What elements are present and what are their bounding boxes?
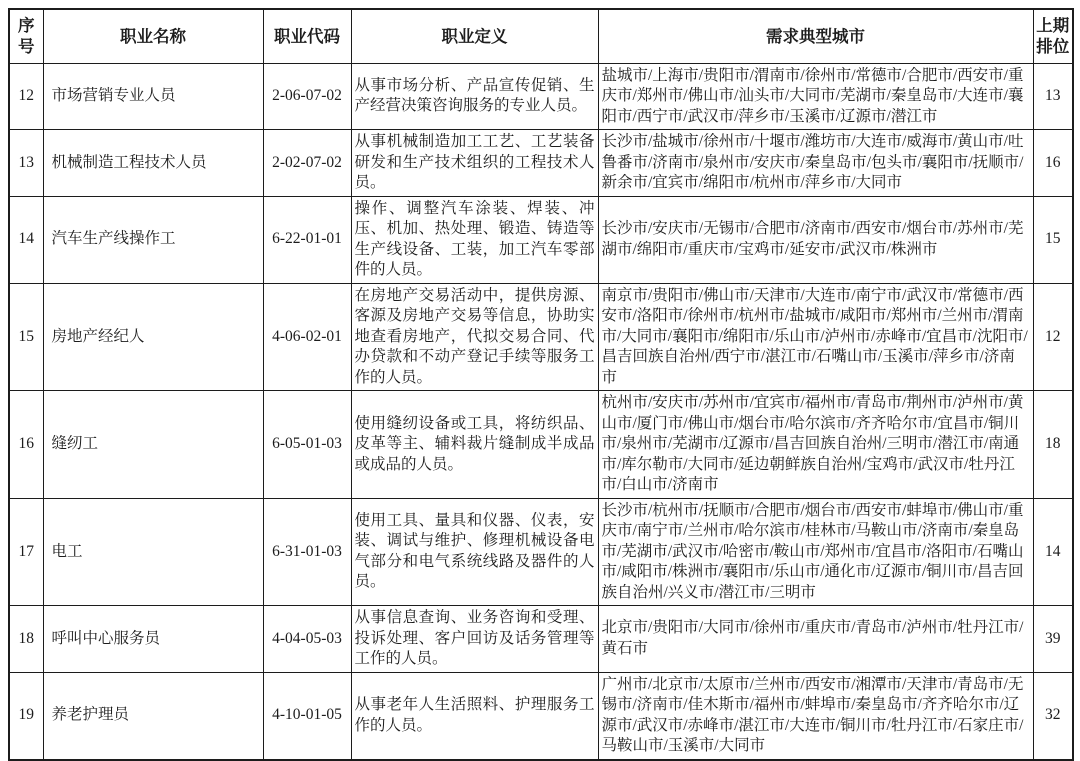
cell-occupation-name: 缝纫工: [43, 391, 263, 499]
cell-occupation-name: 养老护理员: [43, 672, 263, 760]
cell-previous-rank: 12: [1033, 283, 1073, 391]
cell-previous-rank: 13: [1033, 63, 1073, 130]
table-row: [9, 283, 1073, 391]
cell-occupation-definition: 从事信息查询、业务咨询和受理、投诉处理、客户回访及话务管理等工作的人员。: [351, 606, 598, 673]
cell-serial-number: 17: [9, 498, 43, 606]
cell-typical-cities: 长沙市/盐城市/徐州市/十堰市/潍坊市/大连市/威海市/黄山市/吐鲁番市/济南市/泉州市/安庆市/秦皇岛市/包头市/襄阳市/抚顺市/新余市/宜宾市/绵阳市/杭州市/萍乡市/大同市: [598, 130, 1033, 197]
table-row: [9, 606, 1073, 673]
cell-previous-rank: 18: [1033, 391, 1073, 499]
cell-occupation-name: 电工: [43, 498, 263, 606]
cell-occupation-definition: 在房地产交易活动中，提供房源、客源及房地产交易等信息，协助实地查看房地产，代拟交易合同、代办贷款和不动产登记手续等服务工作的人员。: [351, 283, 598, 391]
cell-occupation-code: 2-06-07-02: [263, 63, 351, 130]
cell-previous-rank: 15: [1033, 196, 1073, 283]
cell-typical-cities: 盐城市/上海市/贵阳市/渭南市/徐州市/常德市/合肥市/西安市/重庆市/郑州市/佛山市/汕头市/大同市/芜湖市/秦皇岛市/大连市/襄阳市/西宁市/武汉市/萍乡市/玉溪市/辽源市/潜江市: [598, 63, 1033, 130]
cell-occupation-name: 汽车生产线操作工: [43, 196, 263, 283]
header-row: [9, 9, 1073, 63]
cell-serial-number: 14: [9, 196, 43, 283]
cell-serial-number: 15: [9, 283, 43, 391]
table-row: [9, 391, 1073, 499]
cell-occupation-definition: 从事市场分析、产品宣传促销、生产经营决策咨询服务的专业人员。: [351, 63, 598, 130]
cell-occupation-code: 4-04-05-03: [263, 606, 351, 673]
cell-previous-rank: 14: [1033, 498, 1073, 606]
table-row: [9, 63, 1073, 130]
cell-typical-cities: 南京市/贵阳市/佛山市/天津市/大连市/南宁市/武汉市/常德市/西安市/洛阳市/徐州市/杭州市/盐城市/咸阳市/郑州市/兰州市/渭南市/大同市/襄阳市/绵阳市/乐山市/泸州市/赤峰市/宜昌市/沈阳市/昌吉回族自治州/西宁市/湛江市/石嘴山市/玉溪市/萍乡市/济南市: [598, 283, 1033, 391]
cell-serial-number: 12: [9, 63, 43, 130]
table-row: [9, 672, 1073, 760]
cell-occupation-code: 4-10-01-05: [263, 672, 351, 760]
table-row: [9, 196, 1073, 283]
cell-previous-rank: 16: [1033, 130, 1073, 197]
cell-occupation-name: 机械制造工程技术人员: [43, 130, 263, 197]
header-occupation-name: 职业名称: [43, 9, 263, 63]
cell-occupation-code: 6-22-01-01: [263, 196, 351, 283]
cell-typical-cities: 长沙市/杭州市/抚顺市/合肥市/烟台市/西安市/蚌埠市/佛山市/重庆市/南宁市/兰州市/哈尔滨市/桂林市/马鞍山市/济南市/秦皇岛市/芜湖市/武汉市/哈密市/鞍山市/郑州市/宜昌市/洛阳市/石嘴山市/咸阳市/株洲市/襄阳市/乐山市/通化市/辽源市/铜川市/昌吉回族自治州/兴义市/潜江市/三明市: [598, 498, 1033, 606]
cell-occupation-code: 4-06-02-01: [263, 283, 351, 391]
cell-occupation-name: 房地产经纪人: [43, 283, 263, 391]
header-serial-number: 序号: [9, 9, 43, 63]
cell-occupation-name: 呼叫中心服务员: [43, 606, 263, 673]
occupation-demand-table: [8, 8, 1074, 761]
cell-serial-number: 18: [9, 606, 43, 673]
header-occupation-definition: 职业定义: [351, 9, 598, 63]
cell-serial-number: 13: [9, 130, 43, 197]
cell-typical-cities: 杭州市/安庆市/苏州市/宜宾市/福州市/青岛市/荆州市/泸州市/黄山市/厦门市/佛山市/烟台市/哈尔滨市/齐齐哈尔市/宜昌市/铜川市/泉州市/芜湖市/辽源市/昌吉回族自治州/三明市/潜江市/南通市/库尔勒市/大同市/延边朝鲜族自治州/宝鸡市/武汉市/牡丹江市/白山市/济南市: [598, 391, 1033, 499]
cell-serial-number: 19: [9, 672, 43, 760]
cell-previous-rank: 32: [1033, 672, 1073, 760]
cell-typical-cities: 北京市/贵阳市/大同市/徐州市/重庆市/青岛市/泸州市/牡丹江市/黄石市: [598, 606, 1033, 673]
header-previous-rank: 上期排位: [1033, 9, 1073, 63]
cell-serial-number: 16: [9, 391, 43, 499]
table-row: [9, 498, 1073, 606]
cell-typical-cities: 长沙市/安庆市/无锡市/合肥市/济南市/西安市/烟台市/苏州市/芜湖市/绵阳市/重庆市/宝鸡市/延安市/武汉市/株洲市: [598, 196, 1033, 283]
cell-typical-cities: 广州市/北京市/太原市/兰州市/西安市/湘潭市/天津市/青岛市/无锡市/济南市/佳木斯市/福州市/蚌埠市/秦皇岛市/齐齐哈尔市/辽源市/武汉市/赤峰市/湛江市/大连市/铜川市/牡丹江市/石家庄市/马鞍山市/玉溪市/大同市: [598, 672, 1033, 760]
header-occupation-code: 职业代码: [263, 9, 351, 63]
cell-previous-rank: 39: [1033, 606, 1073, 673]
header-typical-cities: 需求典型城市: [598, 9, 1033, 63]
table-row: [9, 130, 1073, 197]
cell-occupation-definition: 使用缝纫设备或工具，将纺织品、皮革等主、辅料裁片缝制成半成品或成品的人员。: [351, 391, 598, 499]
cell-occupation-code: 6-05-01-03: [263, 391, 351, 499]
cell-occupation-definition: 操作、调整汽车涂装、焊装、冲压、机加、热处理、锻造、铸造等生产线设备、工装，加工汽车零部件的人员。: [351, 196, 598, 283]
cell-occupation-code: 2-02-07-02: [263, 130, 351, 197]
cell-occupation-name: 市场营销专业人员: [43, 63, 263, 130]
cell-occupation-code: 6-31-01-03: [263, 498, 351, 606]
cell-occupation-definition: 使用工具、量具和仪器、仪表，安装、调试与维护、修理机械设备电气部分和电气系统线路及器件的人员。: [351, 498, 598, 606]
cell-occupation-definition: 从事机械制造加工工艺、工艺装备研发和生产技术组织的工程技术人员。: [351, 130, 598, 197]
cell-occupation-definition: 从事老年人生活照料、护理服务工作的人员。: [351, 672, 598, 760]
